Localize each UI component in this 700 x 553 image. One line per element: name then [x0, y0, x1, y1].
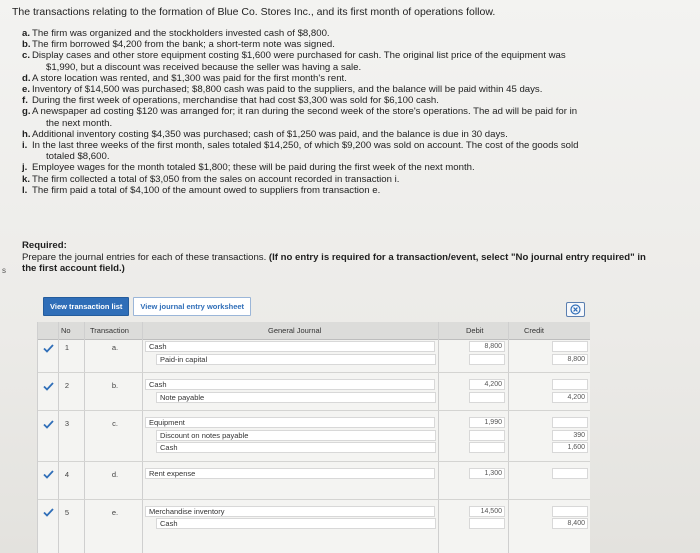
edit-entry-button[interactable]	[41, 469, 55, 481]
transaction-item	[22, 84, 682, 95]
transaction-text	[32, 95, 682, 106]
transaction-text	[32, 84, 682, 95]
required-instructions	[22, 252, 662, 275]
credit-field[interactable]: 1,600	[552, 442, 588, 453]
credit-field[interactable]: 390	[552, 430, 588, 441]
row-separator	[38, 410, 590, 411]
transaction-text-line: Inventory of $14,500 was purchased; $8,800 cash was paid to the suppliers, and the balance will be paid within 45 days.	[32, 84, 543, 96]
transaction-text	[32, 28, 682, 39]
entry-transaction: e.	[111, 507, 119, 517]
transaction-list	[22, 28, 682, 196]
edit-entry-button[interactable]	[41, 507, 55, 519]
transaction-item	[22, 140, 682, 162]
transaction-text-line: A store location was rented, and $1,300 was paid for the first month's rent.	[32, 72, 347, 84]
transaction-item	[22, 73, 682, 84]
transaction-text-line: The firm paid a total of $4,100 of the amount owed to suppliers from transaction e.	[32, 184, 381, 196]
transaction-letter: b.	[22, 39, 31, 51]
side-mark: s	[2, 266, 6, 275]
account-field[interactable]: Paid-in capital	[156, 354, 436, 365]
header-credit: Credit	[524, 326, 545, 335]
checkmark-icon	[43, 344, 54, 353]
entry-number: 3	[64, 419, 70, 428]
transaction-text-continuation: the next month.	[46, 117, 113, 129]
credit-field[interactable]: 8,400	[552, 518, 588, 529]
edit-entry-button[interactable]	[41, 418, 55, 430]
transaction-letter: j.	[22, 162, 28, 174]
transaction-item	[22, 95, 682, 106]
transaction-letter: f.	[22, 95, 28, 107]
debit-field[interactable]	[469, 518, 505, 529]
transaction-text-line: Display cases and other store equipment costing $1,600 were purchased for cash. The original list price of the equipment was	[32, 50, 566, 62]
credit-field[interactable]: 8,800	[552, 354, 588, 365]
tab-view-transaction-list[interactable]: View transaction list	[43, 297, 129, 316]
account-field[interactable]: Cash	[156, 442, 436, 453]
transaction-text-line: In the last three weeks of the first month, sales totaled $14,250, of which $9,200 was sold on account. The cost of the goods sold	[32, 140, 579, 152]
entry-number: 4	[64, 469, 70, 479]
transaction-item	[22, 162, 682, 173]
checkmark-icon	[43, 382, 54, 391]
transaction-text	[32, 129, 682, 140]
checkmark-icon	[43, 420, 54, 429]
checkmark-icon	[43, 508, 54, 517]
debit-field[interactable]: 14,500	[469, 506, 505, 517]
transaction-text	[32, 185, 682, 196]
account-field[interactable]: Rent expense	[145, 468, 435, 479]
transaction-text-line: The firm borrowed $4,200 from the bank; a short-term note was signed.	[32, 39, 335, 51]
credit-field[interactable]	[552, 468, 588, 479]
transaction-item	[22, 28, 682, 39]
credit-field[interactable]: 4,200	[552, 392, 588, 403]
worksheet-tabs	[43, 297, 251, 316]
journal-table	[37, 322, 590, 553]
close-icon	[570, 304, 581, 315]
transaction-text	[32, 174, 682, 185]
column-divider	[508, 322, 509, 553]
transaction-text-line: A newspaper ad costing $120 was arranged for; it ran during the second week of the store's operations. The ad will be paid for in	[32, 106, 578, 118]
transaction-text	[32, 106, 682, 128]
required-text: Prepare the journal entries for each of these transactions.	[22, 251, 267, 263]
debit-field[interactable]	[469, 442, 505, 453]
entry-number: 5	[64, 507, 70, 517]
close-button[interactable]	[566, 302, 585, 317]
column-divider	[142, 322, 143, 553]
account-field[interactable]: Cash	[145, 341, 435, 352]
column-divider	[84, 322, 85, 553]
account-field[interactable]: Note payable	[156, 392, 436, 403]
credit-field[interactable]	[552, 506, 588, 517]
required-note: (If no entry is required for a transaction/event, select "No journal entry required" in the first account field.)	[22, 251, 646, 274]
transaction-letter: a.	[22, 28, 31, 39]
debit-field[interactable]	[469, 354, 505, 365]
debit-field[interactable]: 8,800	[469, 341, 505, 352]
transaction-item	[22, 129, 682, 140]
checkmark-icon	[43, 470, 54, 479]
header-transaction: Transaction	[90, 326, 129, 335]
transaction-text-line: The firm collected a total of $3,050 from the sales on account recorded in transaction i.	[32, 173, 400, 185]
transaction-text	[32, 140, 682, 162]
header-no: No	[61, 326, 71, 335]
entry-transaction: a.	[111, 343, 119, 352]
account-field[interactable]: Discount on notes payable	[156, 430, 436, 441]
row-separator	[38, 461, 590, 462]
transaction-text	[32, 50, 682, 72]
account-field[interactable]: Merchandise inventory	[145, 506, 435, 517]
transaction-letter: h.	[22, 128, 31, 140]
header-general-journal: General Journal	[268, 326, 322, 335]
required-section	[22, 240, 662, 275]
transaction-item	[22, 39, 682, 50]
column-divider	[438, 322, 439, 553]
transaction-text-line: Employee wages for the month totaled $1,800; these will be paid during the first week of the next month.	[32, 162, 475, 174]
row-separator	[38, 499, 590, 500]
header-debit: Debit	[466, 326, 484, 335]
transaction-item	[22, 185, 682, 196]
transaction-letter: k.	[22, 173, 31, 185]
account-field[interactable]: Equipment	[145, 417, 435, 428]
transaction-item	[22, 50, 682, 72]
debit-field[interactable]	[469, 430, 505, 441]
credit-field[interactable]	[552, 341, 588, 352]
required-heading: Required:	[22, 240, 67, 251]
row-separator	[38, 372, 590, 373]
transaction-text	[32, 39, 682, 50]
transaction-text	[32, 73, 682, 84]
edit-entry-button[interactable]	[41, 380, 55, 392]
column-divider	[58, 322, 59, 553]
transaction-letter: l.	[22, 184, 28, 196]
transaction-item	[22, 106, 682, 128]
transaction-text-line: During the first week of operations, merchandise that had cost $3,300 was sold for $6,100 cash.	[32, 95, 439, 107]
transaction-letter: c.	[22, 50, 31, 62]
account-field[interactable]: Cash	[145, 379, 435, 390]
credit-field[interactable]	[552, 417, 588, 428]
transaction-letter: g.	[22, 106, 31, 118]
transaction-text-continuation: $1,990, but a discount was received because the seller was having a sale.	[46, 61, 362, 73]
transaction-letter: e.	[22, 84, 31, 96]
intro-text: The transactions relating to the formation of Blue Co. Stores Inc., and its first month of operations follow.	[12, 6, 496, 18]
account-field[interactable]: Cash	[156, 518, 436, 529]
debit-field[interactable]: 4,200	[469, 379, 505, 390]
credit-field[interactable]	[552, 379, 588, 390]
transaction-text-line: The firm was organized and the stockholders invested cash of $8,800.	[32, 28, 330, 39]
debit-field[interactable]	[469, 392, 505, 403]
entry-transaction: c.	[112, 419, 118, 428]
entry-transaction: b.	[111, 381, 119, 390]
transaction-text-line: Additional inventory costing $4,350 was purchased; cash of $1,250 was paid, and the balance is due in 30 days.	[32, 128, 508, 140]
debit-field[interactable]: 1,990	[469, 417, 505, 428]
transaction-item	[22, 174, 682, 185]
transaction-letter: d.	[22, 72, 31, 84]
entry-transaction: d.	[111, 469, 119, 479]
edit-entry-button[interactable]	[41, 342, 55, 354]
transaction-letter: i.	[22, 140, 28, 152]
transaction-text-continuation: totaled $8,600.	[46, 151, 110, 163]
entry-number: 2	[64, 381, 70, 390]
tab-view-journal-entry-worksheet[interactable]: View journal entry worksheet	[133, 297, 251, 316]
transaction-text	[32, 162, 682, 173]
entry-number: 1	[64, 343, 70, 352]
debit-field[interactable]: 1,300	[469, 468, 505, 479]
